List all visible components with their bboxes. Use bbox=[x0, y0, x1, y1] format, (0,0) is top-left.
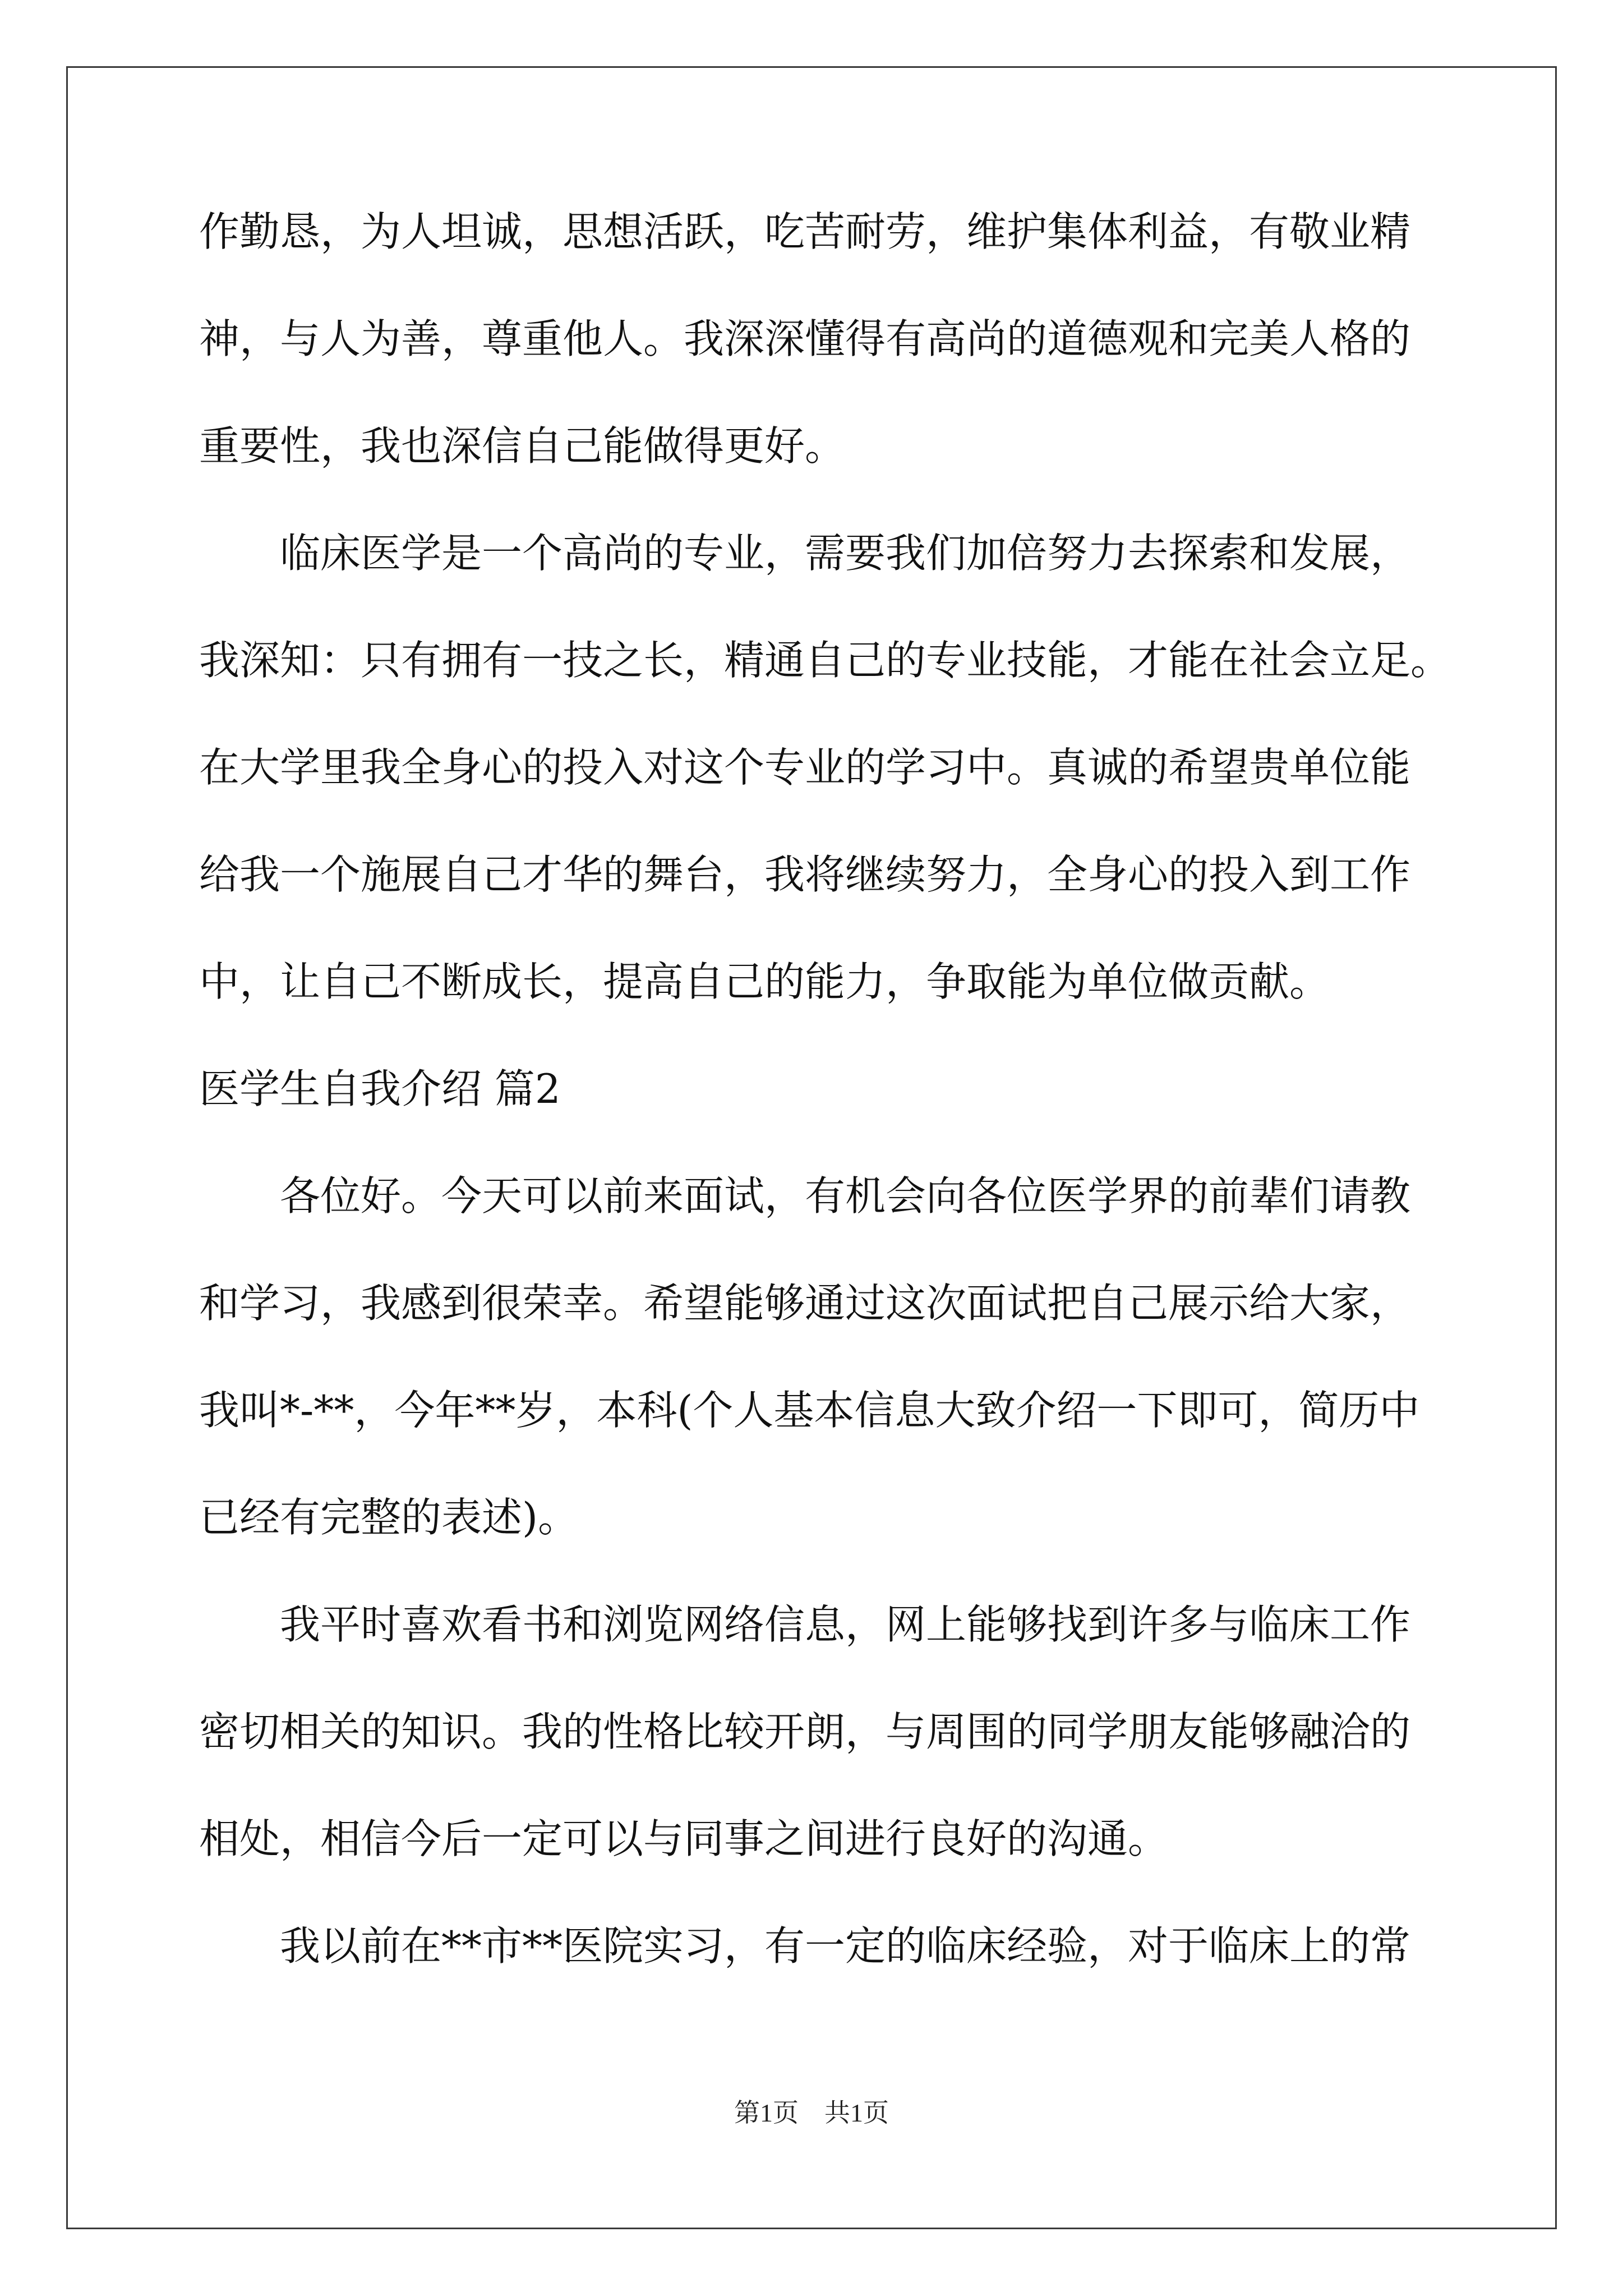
page-footer: 第1页 共1页 bbox=[734, 2099, 889, 2127]
text-line: 密切相关的知识。我的性格比较开朗，与周围的同学朋友能够融洽的 bbox=[199, 1708, 1411, 1755]
text-line: 神，与人为善，尊重他人。我深深懂得有高尚的道德观和完美人格的 bbox=[199, 315, 1411, 362]
text-line: 我平时喜欢看书和浏览网络信息，网上能够找到许多与临床工作 bbox=[199, 1601, 1411, 1648]
section-heading: 医学生自我介绍 篇2 bbox=[199, 1065, 561, 1112]
text-line: 重要性，我也深信自己能做得更好。 bbox=[199, 422, 846, 470]
text-line: 给我一个施展自己才华的舞台，我将继续努力，全身心的投入到工作 bbox=[199, 851, 1411, 898]
text-line: 在大学里我全身心的投入对这个专业的学习中。真诚的希望贵单位能 bbox=[199, 744, 1411, 791]
text-line: 各位好。今天可以前来面试，有机会向各位医学界的前辈们请教 bbox=[199, 1172, 1411, 1220]
text-line: 我深知：只有拥有一技之长，精通自己的专业技能，才能在社会立足。 bbox=[199, 637, 1451, 684]
text-line: 我叫*-**，今年**岁，本科(个人基本信息大致介绍一下即可，简历中 bbox=[199, 1387, 1420, 1434]
page-border bbox=[66, 66, 1557, 2229]
text-line: 和学习，我感到很荣幸。希望能够通过这次面试把自己展示给大家， bbox=[199, 1280, 1411, 1327]
text-line: 作勤恳，为人坦诚，思想活跃，吃苦耐劳，维护集体利益，有敬业精 bbox=[199, 208, 1411, 255]
text-line: 临床医学是一个高尚的专业，需要我们加倍努力去探索和发展， bbox=[199, 530, 1411, 577]
text-line: 已经有完整的表述)。 bbox=[199, 1494, 579, 1541]
text-line: 我以前在**市**医院实习，有一定的临床经验，对于临床上的常 bbox=[199, 1922, 1411, 1970]
text-line: 中，让自己不断成长，提高自己的能力，争取能为单位做贡献。 bbox=[199, 958, 1330, 1005]
text-line: 相处，相信今后一定可以与同事之间进行良好的沟通。 bbox=[199, 1815, 1169, 1862]
